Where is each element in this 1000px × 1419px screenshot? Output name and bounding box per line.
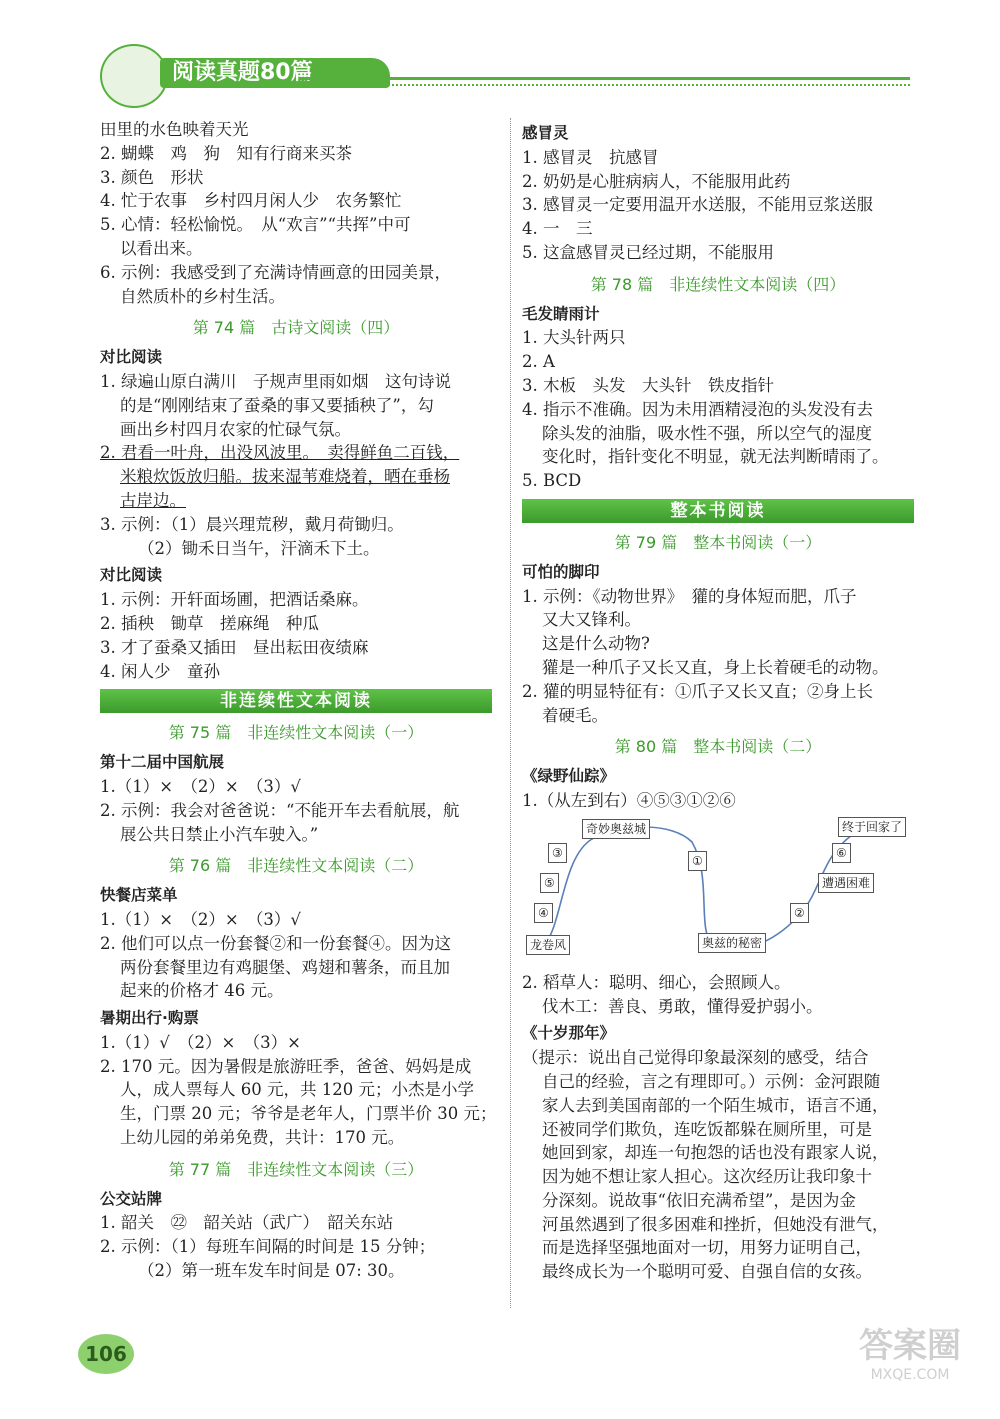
section-title: 第 74 篇 古诗文阅读（四） [192, 318, 400, 338]
text-line: 1. 绿遍山原白满川 子规声里雨如烟 这句诗说 [100, 371, 451, 391]
text-line: 自然质朴的乡村生活。 [120, 286, 285, 306]
watermark-url: MXQE.COM [870, 1367, 950, 1383]
text-line: 3. 木板 头发 大头针 铁皮指针 [522, 375, 774, 395]
text-line: 这是什么动物? [542, 634, 650, 654]
text-line: 2. 他们可以点一份套餐②和一份套餐④。因为这 [100, 933, 451, 953]
header-dotted-rule [300, 84, 910, 86]
column-divider [510, 118, 511, 1308]
text-line: 3. 示例：（1）晨兴理荒秽，戴月荷锄归。 [100, 514, 404, 534]
header-rule [300, 77, 910, 80]
text-line: 1. 韶关 ㉒ 韶关站（武广） 韶关东站 [100, 1213, 394, 1233]
text-line: 2. 170 元。因为暑假是旅游旺季，爸爸、妈妈是成 [100, 1056, 472, 1076]
node-home: 终于回家了 [838, 817, 906, 837]
node-1: ① [688, 851, 707, 871]
text-line: 2. 示例：（1）每班车间隔的时间是 15 分钟； [100, 1237, 436, 1257]
node-2: ② [790, 903, 809, 923]
text-line: 2. 蝴蝶 鸡 狗 知有行商来买茶 [100, 143, 352, 163]
text-line: 1.（从左到右）④⑤③①②⑥ [522, 790, 736, 810]
text-line: 1. 示例：开轩面场圃，把酒话桑麻。 [100, 590, 369, 610]
text-line: 变化时，指针变化不明显，就无法判断晴雨了。 [542, 447, 889, 467]
text-line: 伐木工：善良、勇敢，懂得爱护弱小。 [542, 996, 823, 1016]
node-tornado: 龙卷风 [526, 935, 570, 955]
node-oz-secret: 奥兹的秘密 [698, 933, 766, 953]
text-line: 最终成长为一个聪明可爱、自强自信的女孩。 [542, 1262, 872, 1282]
text-line: 上幼儿园的弟弟免费，共计：170 元。 [120, 1128, 405, 1148]
section-title: 第 77 篇 非连续性文本阅读（三） [168, 1159, 424, 1179]
subheading: 可怕的脚印 [522, 562, 600, 581]
text-line: 古岸边。 [120, 490, 186, 510]
subheading: 《绿野仙踪》 [522, 767, 616, 786]
text-line: 河虽然遇到了很多困难和挫折，但她没有泄气， [542, 1214, 889, 1234]
watermark [840, 1325, 980, 1405]
node-difficulty: 遭遇困难 [818, 873, 874, 893]
text-line: 獾是一种爪子又长又直，身上长着硬毛的动物。 [542, 657, 889, 677]
text-line: 1.（1）√ （2）× （3）× [100, 1032, 301, 1052]
left-column [100, 118, 497, 1283]
text-line: 2. 插秧 锄草 搓麻绳 种瓜 [100, 613, 319, 633]
subheading: 《十岁那年》 [522, 1024, 616, 1043]
text-line: （2）锄禾日当午，汗滴禾下土。 [138, 538, 380, 558]
text-line: 生，门票 20 元；爷爷是老年人，门票半价 30 元； [120, 1104, 497, 1124]
text-line: 4. 忙于农事 乡村四月闲人少 农务繁忙 [100, 191, 402, 211]
text-line: 4. 一 三 [522, 219, 593, 239]
text-line: 她回到家，却连一句抱怨的话也没有跟家人说， [542, 1143, 889, 1163]
text-line: 以看出来。 [120, 238, 203, 258]
text-line: 1. 大头针两只 [522, 328, 626, 348]
text-line: 画出乡村四月农家的忙碌气氛。 [120, 419, 351, 439]
node-6: ⑥ [832, 843, 851, 863]
node-4: ④ [534, 903, 553, 923]
subheading: 第十二届中国航展 [100, 753, 225, 772]
text-line: 2. 稻草人：聪明、细心，会照顾人。 [522, 972, 791, 992]
text-line: 4. 指示不准确。因为未用酒精浸泡的头发没有去 [522, 399, 873, 419]
right-column [522, 118, 914, 1284]
header-title: 阅读真题80篇 [160, 58, 390, 88]
watermark-main: 答案圈 [859, 1326, 961, 1366]
story-route-diagram [522, 817, 914, 967]
text-line: 除头发的油脂，吸水性不强，所以空气的湿度 [542, 423, 872, 443]
text-line: （提示：说出自己觉得印象最深刻的感受，结合 [522, 1048, 869, 1068]
subheading: 暑期出行·购票 [100, 1009, 199, 1028]
text-line: 3. 感冒灵一定要用温开水送服，不能用豆浆送服 [522, 195, 873, 215]
text-line: 6. 示例：我感受到了充满诗情画意的田园美景， [100, 262, 451, 282]
subheading: 公交站牌 [100, 1189, 163, 1208]
text-line: 因为她不想让家人担心。这次经历让我印象十 [542, 1167, 872, 1187]
text-line: 展公共日禁止小汽车驶入。” [120, 824, 319, 844]
text-line: 3. 颜色 形状 [100, 167, 204, 187]
text-line: 1. 感冒灵 抗感冒 [522, 147, 659, 167]
node-3: ③ [548, 843, 567, 863]
text-line: 2. 奶奶是心脏病病人，不能服用此药 [522, 171, 791, 191]
text-line: 分深刻。说故事“依旧充满希望”，是因为金 [542, 1190, 856, 1210]
text-line: 着硬毛。 [542, 705, 608, 725]
text-line: 2. 示例：我会对爸爸说：“不能开车去看航展，航 [100, 800, 460, 820]
category-banner: 非连续性文本阅读 [100, 689, 492, 713]
text-line: 又大又锋利。 [542, 610, 641, 630]
text-line: 5. BCD [522, 471, 582, 491]
book-logo-icon [100, 44, 168, 108]
text-line: 两份套餐里边有鸡腿堡、鸡翅和薯条，而且加 [120, 957, 450, 977]
text-line: 1.（1）× （2）× （3）√ [100, 776, 301, 796]
page-number: 106 [78, 1334, 134, 1374]
section-title: 第 75 篇 非连续性文本阅读（一） [168, 723, 424, 743]
text-line: 人，成人票每人 60 元，共 120 元；小杰是小学 [120, 1080, 474, 1100]
text-line: 自己的经验，言之有理即可。）示例：金河跟随 [542, 1071, 881, 1091]
section-title: 第 76 篇 非连续性文本阅读（二） [168, 856, 424, 876]
section-title: 第 78 篇 非连续性文本阅读（四） [590, 274, 846, 294]
text-line: 2. A [522, 352, 555, 372]
section-title: 第 79 篇 整本书阅读（一） [614, 532, 822, 552]
text-line: （2）第一班车发车时间是 07: 30。 [138, 1261, 405, 1281]
text-line: 4. 闲人少 童孙 [100, 661, 220, 681]
text-line: 2. 君看一叶舟，出没风波里。 卖得鲜鱼二百钱， [100, 443, 460, 463]
subheading: 对比阅读 [100, 348, 163, 367]
text-line: 米粮炊饭放归船。拔来湿苇难烧着，晒在垂杨 [120, 467, 450, 487]
text-line: 田里的水色映着天光 [100, 120, 249, 139]
text-line: 2. 獾的明显特征有：①爪子又长又直；②身上长 [522, 681, 873, 701]
subheading: 感冒灵 [522, 124, 569, 142]
node-oz-city: 奇妙奥兹城 [582, 819, 650, 839]
text-line: 的是“刚刚结束了蚕桑的事又要插秧了”，勾 [120, 395, 434, 415]
subheading: 毛发睛雨计 [522, 304, 600, 323]
text-line: 1. 示例：《动物世界》 獾的身体短而肥，爪子 [522, 586, 857, 606]
section-title: 第 80 篇 整本书阅读（二） [614, 737, 822, 757]
text-line: 而是选择坚强地面对一切，用努力证明自己， [542, 1238, 872, 1258]
text-line: 起来的价格才 46 元。 [120, 981, 284, 1001]
category-banner: 整本书阅读 [522, 499, 914, 523]
text-line: 家人去到美国南部的一个陌生城市，语言不通， [542, 1095, 889, 1115]
subheading: 对比阅读 [100, 566, 163, 585]
text-line: 1.（1）× （2）× （3）√ [100, 909, 301, 929]
text-line: 还被同学们欺负，连吃饭都躲在厕所里，可是 [542, 1119, 872, 1139]
text-line: 5. 心情：轻松愉悦。 从“欢言”“共挥”中可 [100, 215, 411, 235]
text-line: 3. 才了蚕桑又插田 昼出耘田夜绩麻 [100, 637, 369, 657]
text-line: 5. 这盒感冒灵已经过期，不能服用 [522, 242, 774, 262]
subheading: 快餐店菜单 [100, 886, 178, 905]
node-5: ⑤ [540, 873, 559, 893]
